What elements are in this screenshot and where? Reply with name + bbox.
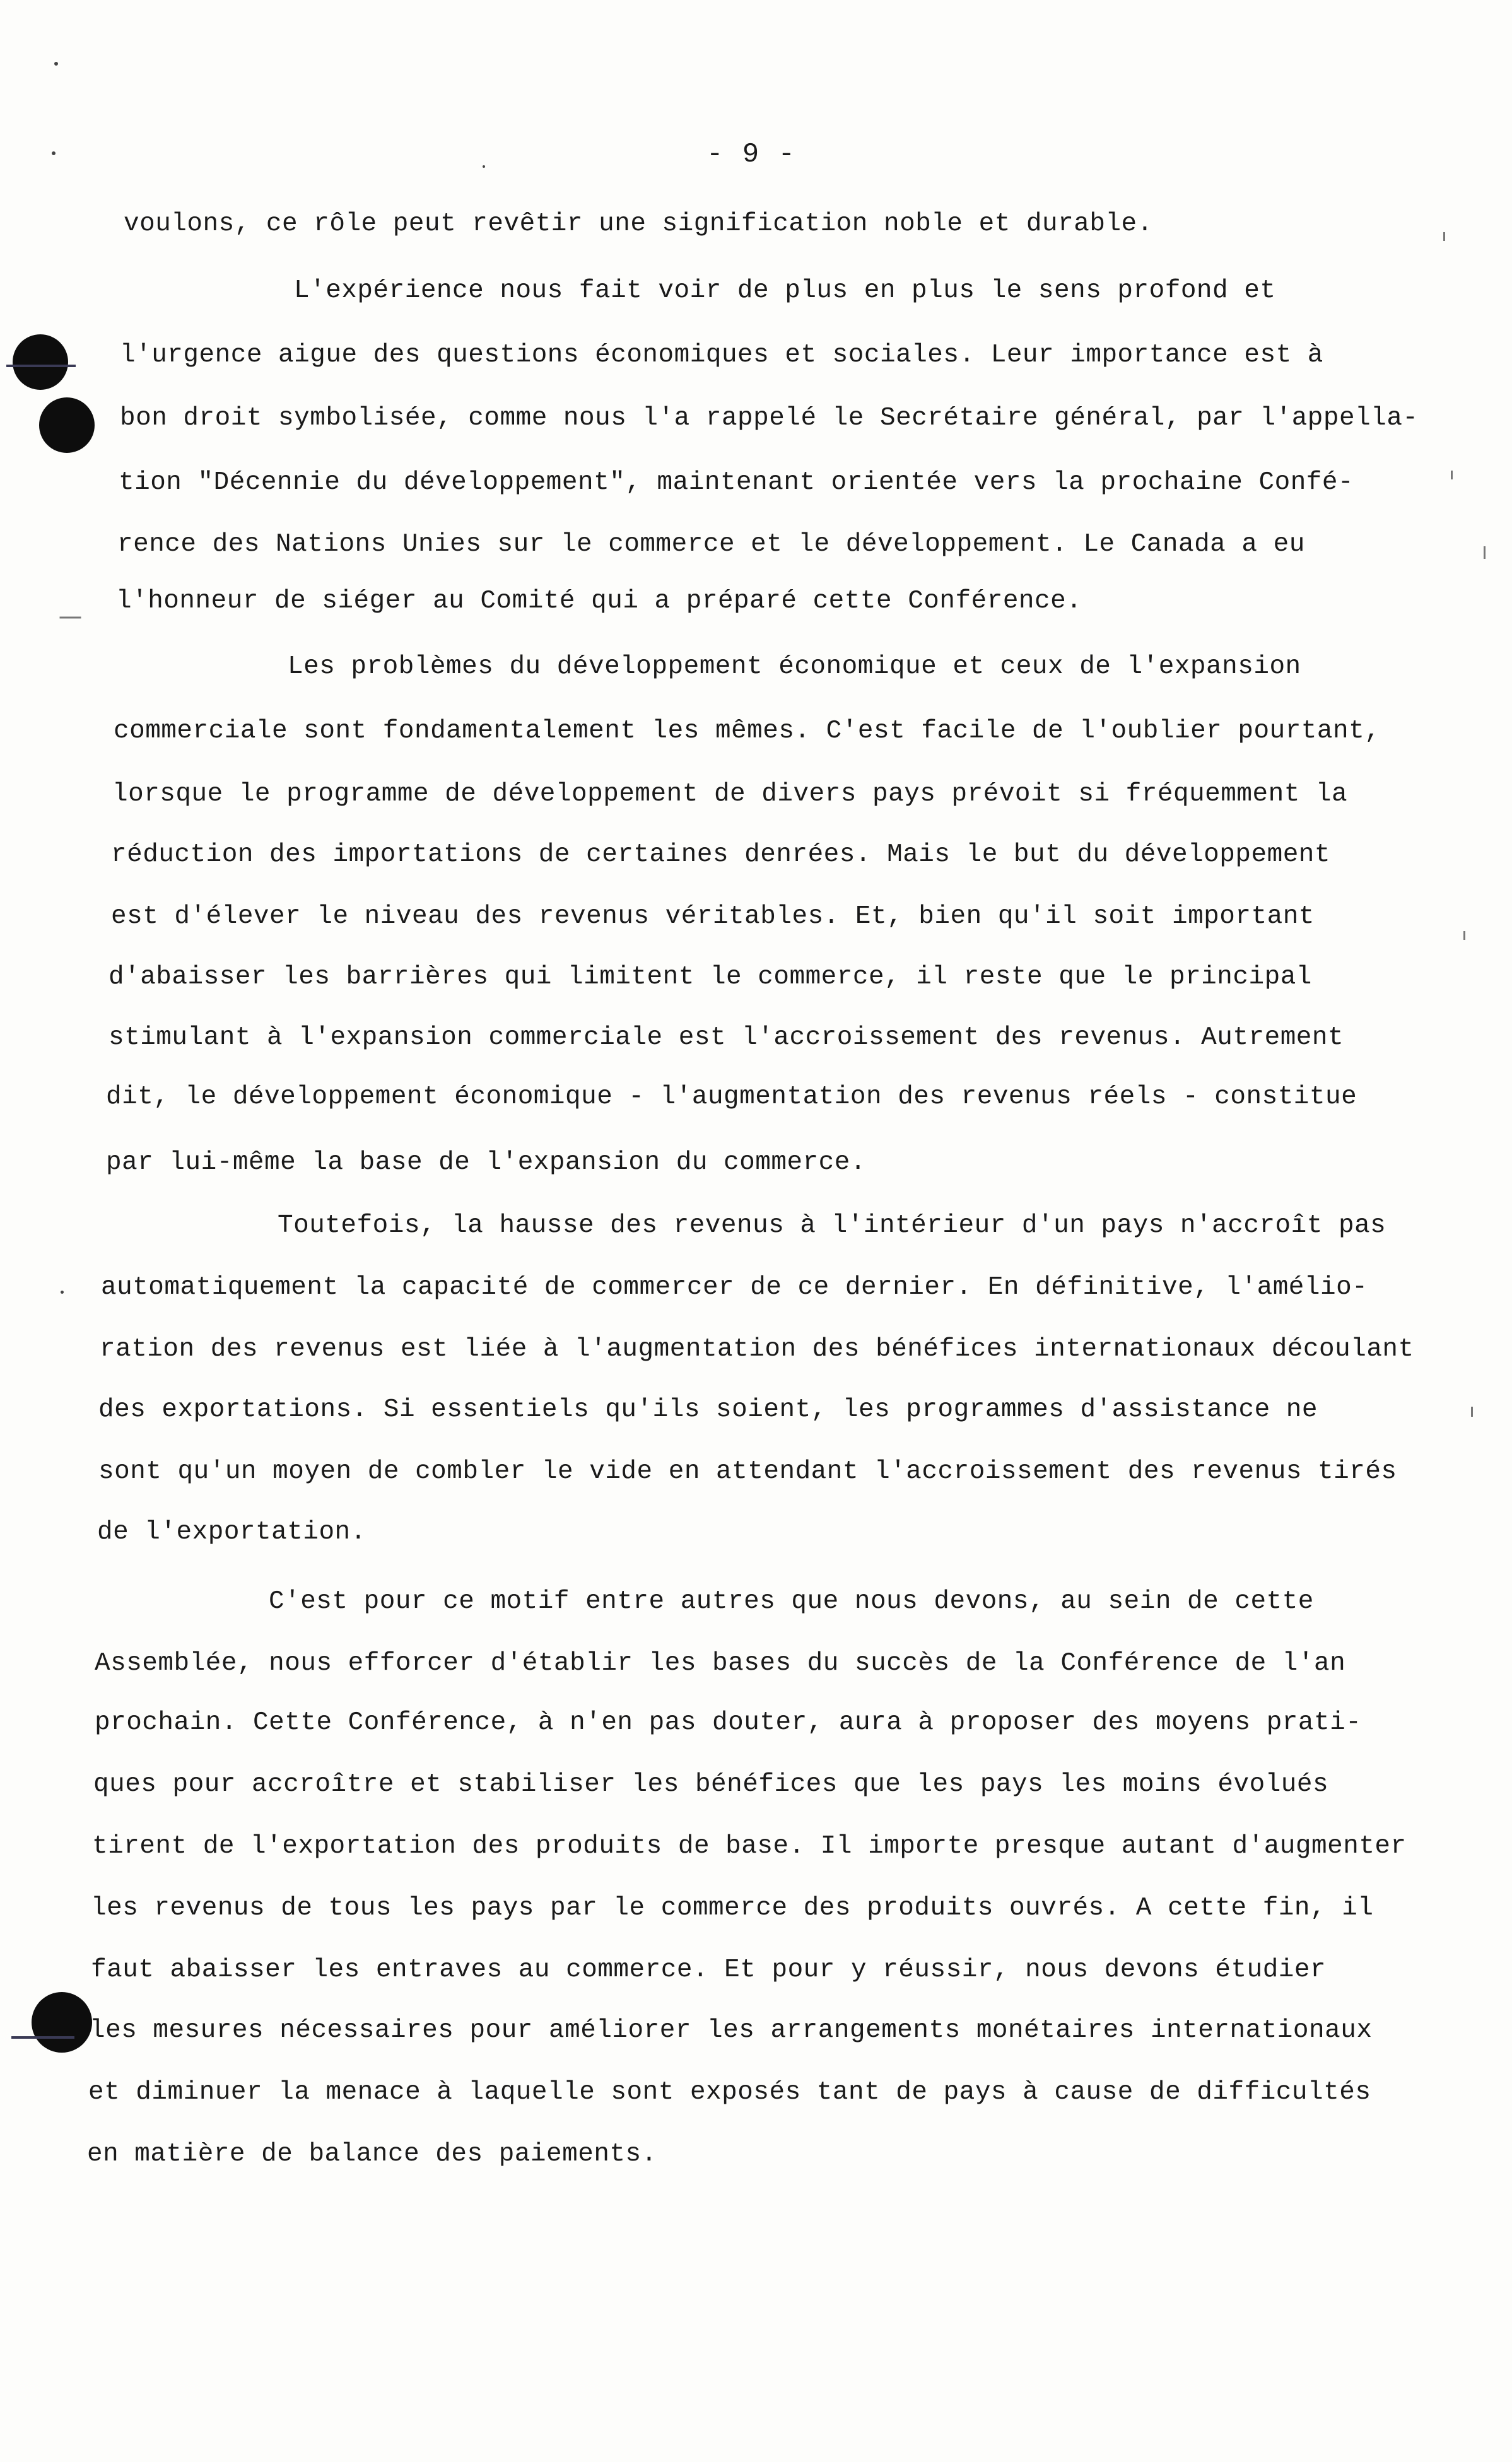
text-line: faut abaisser les entraves au commerce. Et pour y réussir, nous devons étudier bbox=[91, 1955, 1327, 1984]
text-line: Les problèmes du développement économique et ceux de l'expansion bbox=[288, 652, 1301, 681]
text-line: et diminuer la menace à laquelle sont exposés tant de pays à cause de difficultés bbox=[88, 2078, 1371, 2107]
margin-mark bbox=[60, 617, 81, 619]
text-line: Toutefois, la hausse des revenus à l'intérieur d'un pays n'accroît pas bbox=[278, 1211, 1386, 1240]
text-line: ration des revenus est liée à l'augmentation des bénéfices internationaux découlant bbox=[100, 1335, 1414, 1364]
text-line: est d'élever le niveau des revenus véritables. Et, bien qu'il soit important bbox=[111, 902, 1315, 931]
text-line: réduction des importations de certaines denrées. Mais le but du développement bbox=[111, 840, 1331, 869]
text-line: tirent de l'exportation des produits de base. Il importe presque autant d'augmenter bbox=[92, 1832, 1407, 1861]
text-line: l'honneur de siéger au Comité qui a préparé cette Conférence. bbox=[116, 587, 1082, 616]
text-line: par lui-même la base de l'expansion du commerce. bbox=[106, 1148, 866, 1177]
text-line: bon droit symbolisée, comme nous l'a rappelé le Secrétaire général, par l'appella- bbox=[120, 404, 1419, 433]
text-line: prochain. Cette Conférence, à n'en pas douter, aura à proposer des moyens prati- bbox=[95, 1708, 1362, 1737]
margin-mark bbox=[1451, 471, 1453, 479]
text-line: les revenus de tous les pays par le commerce des produits ouvrés. A cette fin, il bbox=[91, 1894, 1374, 1923]
text-line: en matière de balance des paiements. bbox=[87, 2140, 657, 2169]
text-line: C'est pour ce motif entre autres que nous devons, au sein de cette bbox=[269, 1587, 1314, 1616]
text-line: sont qu'un moyen de combler le vide en attendant l'accroissement des revenus tirés bbox=[98, 1457, 1397, 1486]
text-line: stimulant à l'expansion commerciale est l'accroissement des revenus. Autrement bbox=[108, 1023, 1344, 1052]
margin-mark bbox=[1463, 931, 1465, 940]
text-line: de l'exportation. bbox=[97, 1518, 366, 1547]
text-line: les mesures nécessaires pour améliorer les arrangements monétaires internationaux bbox=[90, 2016, 1373, 2045]
text-line: Assemblée, nous efforcer d'établir les bases du succès de la Conférence de l'an bbox=[95, 1649, 1346, 1678]
scan-speck bbox=[483, 165, 485, 168]
text-line: tion "Décennie du développement", maintenant orientée vers la prochaine Confé- bbox=[119, 468, 1354, 497]
text-line: lorsque le programme de développement de divers pays prévoit si fréquemment la bbox=[112, 780, 1348, 809]
punch-hole-top bbox=[13, 334, 68, 390]
text-line: automatiquement la capacité de commercer de ce dernier. En définitive, l'amélio- bbox=[101, 1273, 1368, 1302]
hole-mark-top bbox=[6, 365, 76, 367]
text-line: commerciale sont fondamentalement les mêmes. C'est facile de l'oublier pourtant, bbox=[114, 717, 1381, 746]
margin-mark bbox=[1443, 232, 1445, 241]
text-line: voulons, ce rôle peut revêtir une signification noble et durable. bbox=[124, 209, 1153, 238]
text-line: des exportations. Si essentiels qu'ils soient, les programmes d'assistance ne bbox=[98, 1395, 1318, 1424]
text-line: rence des Nations Unies sur le commerce et le développement. Le Canada a eu bbox=[117, 530, 1305, 559]
scan-speck bbox=[54, 62, 58, 66]
margin-mark bbox=[1484, 546, 1486, 559]
scan-speck bbox=[52, 151, 56, 155]
text-line: L'expérience nous fait voir de plus en plus le sens profond et bbox=[294, 276, 1276, 305]
margin-mark bbox=[1471, 1407, 1473, 1417]
punch-hole-middle bbox=[39, 397, 95, 453]
hole-mark-bottom bbox=[11, 2036, 74, 2039]
page-number: - 9 - bbox=[706, 139, 797, 170]
scan-speck bbox=[61, 1291, 64, 1294]
text-line: ques pour accroître et stabiliser les bénéfices que les pays les moins évolués bbox=[93, 1770, 1329, 1799]
text-line: l'urgence aigue des questions économiques et sociales. Leur importance est à bbox=[120, 341, 1323, 370]
text-line: dit, le développement économique - l'augmentation des revenus réels - constitue bbox=[106, 1082, 1357, 1111]
text-line: d'abaisser les barrières qui limitent le commerce, il reste que le principal bbox=[108, 963, 1312, 992]
punch-hole-bottom bbox=[32, 1992, 92, 2053]
